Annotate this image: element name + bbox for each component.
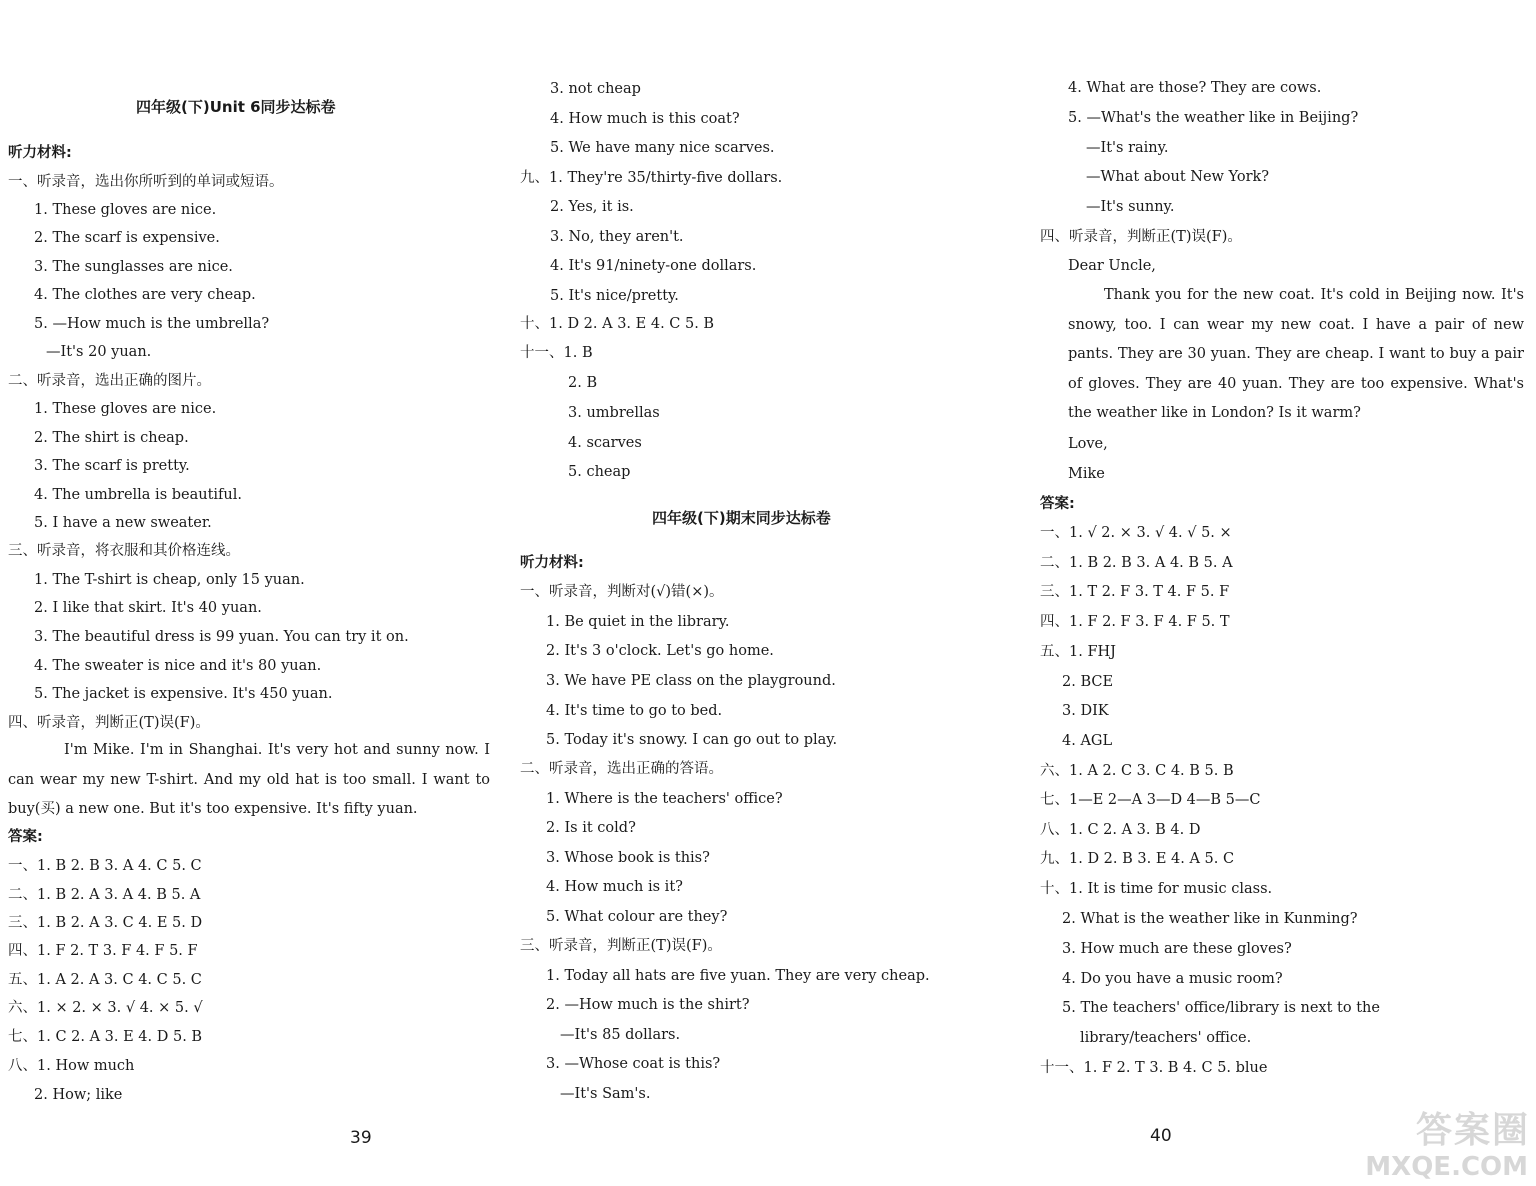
listening-heading: 听力材料:	[8, 145, 72, 161]
text-line: 4. How much is this coat?	[550, 111, 740, 127]
section-title-final: 四年级(下)期末同步达标卷	[652, 509, 831, 527]
answer-line: 六、1. A 2. C 3. C 4. B 5. B	[1040, 763, 1234, 779]
text-line: 2. —How much is the shirt?	[546, 997, 750, 1013]
text-line: 5. What colour are they?	[546, 909, 728, 925]
answer-line: 七、1. C 2. A 3. E 4. D 5. B	[8, 1029, 203, 1045]
answer-line: 三、1. T 2. F 3. T 4. F 5. F	[1040, 584, 1230, 600]
text-line: 3. not cheap	[550, 81, 641, 97]
answer-line: 2. B	[568, 375, 598, 391]
answer-line: 3. No, they aren't.	[550, 229, 684, 245]
text-line: 3. We have PE class on the playground.	[546, 673, 836, 689]
text-line: 3. Whose book is this?	[546, 850, 710, 866]
answer-line: 五、1. A 2. A 3. C 4. C 5. C	[8, 972, 202, 988]
answers-heading: 答案:	[8, 829, 43, 845]
text-line: 1. Where is the teachers' office?	[546, 791, 783, 807]
answer-line: 2. How; like	[34, 1087, 123, 1103]
answer-line: 一、1. B 2. B 3. A 4. C 5. C	[8, 858, 202, 874]
text-line: 1. These gloves are nice.	[34, 202, 217, 218]
answer-line: 四、1. F 2. T 3. F 4. F 5. F	[8, 943, 198, 959]
answer-line: 三、1. B 2. A 3. C 4. E 5. D	[8, 915, 203, 931]
answer-line: 十一、1. F 2. T 3. B 4. C 5. blue	[1040, 1060, 1268, 1076]
answer-line: 5. It's nice/pretty.	[550, 288, 679, 304]
letter-greeting: Dear Uncle,	[1068, 258, 1156, 274]
answer-line: 四、1. F 2. F 3. F 4. F 5. T	[1040, 614, 1230, 630]
text-line: 4. The clothes are very cheap.	[34, 287, 256, 303]
page-number: 39	[350, 1128, 372, 1148]
letter-paragraph: Thank you for the new coat. It's cold in Beijing now. It's snowy, too. I can wear my new coat. I have a pair of new pants. They are 30 yuan. They are cheap. I want to buy a pair of gloves. They are 40 yuan. They are too expensive. What's the weather like in London? Is it warm?	[1068, 287, 1524, 421]
text-line: —It's Sam's.	[560, 1086, 651, 1102]
text-line: 1. These gloves are nice.	[34, 401, 217, 417]
text-line: 5. We have many nice scarves.	[550, 140, 775, 156]
question-heading: 二、听录音，选出正确的图片。	[8, 373, 211, 389]
section-title-unit6: 四年级(下)Unit 6同步达标卷	[136, 98, 336, 116]
text-line: 2. I like that skirt. It's 40 yuan.	[34, 600, 262, 616]
question-heading: 二、听录音，选出正确的答语。	[520, 761, 723, 777]
answer-line: 十、1. It is time for music class.	[1040, 881, 1273, 897]
answer-line: 3. How much are these gloves?	[1062, 941, 1292, 957]
answer-line: 2. Yes, it is.	[550, 199, 634, 215]
text-line: 4. The sweater is nice and it's 80 yuan.	[34, 658, 322, 674]
answer-line: 一、1. √ 2. × 3. √ 4. √ 5. ×	[1040, 525, 1232, 541]
answer-line: 二、1. B 2. B 3. A 4. B 5. A	[1040, 555, 1233, 571]
text-line: 4. How much is it?	[546, 879, 683, 895]
answer-line: 六、1. × 2. × 3. √ 4. × 5. √	[8, 1000, 203, 1016]
answers-heading: 答案:	[1040, 496, 1075, 512]
letter-signature: Mike	[1068, 466, 1105, 482]
text-line: —It's rainy.	[1086, 140, 1169, 156]
text-line: —What about New York?	[1086, 169, 1270, 185]
answer-line: 5. The teachers' office/library is next to the	[1062, 1000, 1380, 1016]
text-line: —It's 20 yuan.	[46, 344, 152, 360]
listening-heading: 听力材料:	[520, 555, 584, 571]
answer-line: 八、1. How much	[8, 1058, 135, 1074]
answer-line: library/teachers' office.	[1080, 1030, 1252, 1046]
text-line: 3. The beautiful dress is 99 yuan. You can try it on.	[34, 629, 409, 645]
text-line: 4. It's time to go to bed.	[546, 703, 723, 719]
question-heading: 一、听录音，判断对(√)错(×)。	[520, 584, 724, 600]
text-line: 2. It's 3 o'clock. Let's go home.	[546, 643, 774, 659]
text-line: 5. I have a new sweater.	[34, 515, 212, 531]
question-heading: 四、听录音，判断正(T)误(F)。	[8, 715, 210, 731]
text-line: 2. The scarf is expensive.	[34, 230, 220, 246]
answer-line: 3. DIK	[1062, 703, 1109, 719]
answer-line: 十、1. D 2. A 3. E 4. C 5. B	[520, 316, 715, 332]
answer-line: 十一、1. B	[520, 345, 593, 361]
text-line: 1. The T-shirt is cheap, only 15 yuan.	[34, 572, 305, 588]
text-line: 3. The scarf is pretty.	[34, 458, 190, 474]
text-line: 4. What are those? They are cows.	[1068, 80, 1322, 96]
text-line: 3. —Whose coat is this?	[546, 1056, 721, 1072]
question-heading: 三、听录音，将衣服和其价格连线。	[8, 543, 240, 559]
answer-line: 八、1. C 2. A 3. B 4. D	[1040, 822, 1201, 838]
text-line: 2. The shirt is cheap.	[34, 430, 189, 446]
text-line: 4. The umbrella is beautiful.	[34, 487, 243, 503]
answer-line: 3. umbrellas	[568, 405, 660, 421]
text-line: 1. Today all hats are five yuan. They are very cheap.	[546, 968, 930, 984]
answer-line: 九、1. They're 35/thirty-five dollars.	[520, 170, 783, 186]
text-line: 5. Today it's snowy. I can go out to play.	[546, 732, 838, 748]
watermark-logo	[1360, 1102, 1530, 1182]
question-heading: 三、听录音，判断正(T)误(F)。	[520, 938, 722, 954]
answer-line: 2. BCE	[1062, 674, 1114, 690]
answer-line: 九、1. D 2. B 3. E 4. A 5. C	[1040, 851, 1235, 867]
text-line: —It's sunny.	[1086, 199, 1175, 215]
watermark-url: MXQE.COM	[1365, 1152, 1528, 1182]
answer-line: 4. It's 91/ninety-one dollars.	[550, 258, 757, 274]
text-line: 2. Is it cold?	[546, 820, 636, 836]
question-heading: 四、听录音，判断正(T)误(F)。	[1040, 229, 1242, 245]
answer-line: 5. cheap	[568, 464, 631, 480]
answer-line: 4. scarves	[568, 435, 642, 451]
watermark-text: 答案圈	[1415, 1110, 1530, 1151]
page-number: 40	[1150, 1126, 1172, 1146]
question-heading: 一、听录音，选出你所听到的单词或短语。	[8, 174, 284, 190]
answer-line: 二、1. B 2. A 3. A 4. B 5. A	[8, 887, 201, 903]
text-line: 5. —What's the weather like in Beijing?	[1068, 110, 1359, 126]
passage-paragraph: I'm Mike. I'm in Shanghai. It's very hot and sunny now. I can wear my new T-shirt. And my old hat is too small. I want to buy(买) a new one. But it's too expensive. It's fifty yuan.	[8, 742, 490, 817]
text-line: 1. Be quiet in the library.	[546, 614, 730, 630]
answer-line: 七、1—E 2—A 3—D 4—B 5—C	[1040, 792, 1261, 808]
answer-line: 4. AGL	[1062, 733, 1113, 749]
answer-line: 2. What is the weather like in Kunming?	[1062, 911, 1358, 927]
letter-closing: Love,	[1068, 436, 1108, 452]
answer-line: 4. Do you have a music room?	[1062, 971, 1283, 987]
text-line: 5. —How much is the umbrella?	[34, 316, 270, 332]
text-line: 5. The jacket is expensive. It's 450 yuan.	[34, 686, 333, 702]
text-line: —It's 85 dollars.	[560, 1027, 681, 1043]
text-line: 3. The sunglasses are nice.	[34, 259, 233, 275]
answer-line: 五、1. FHJ	[1040, 644, 1116, 660]
